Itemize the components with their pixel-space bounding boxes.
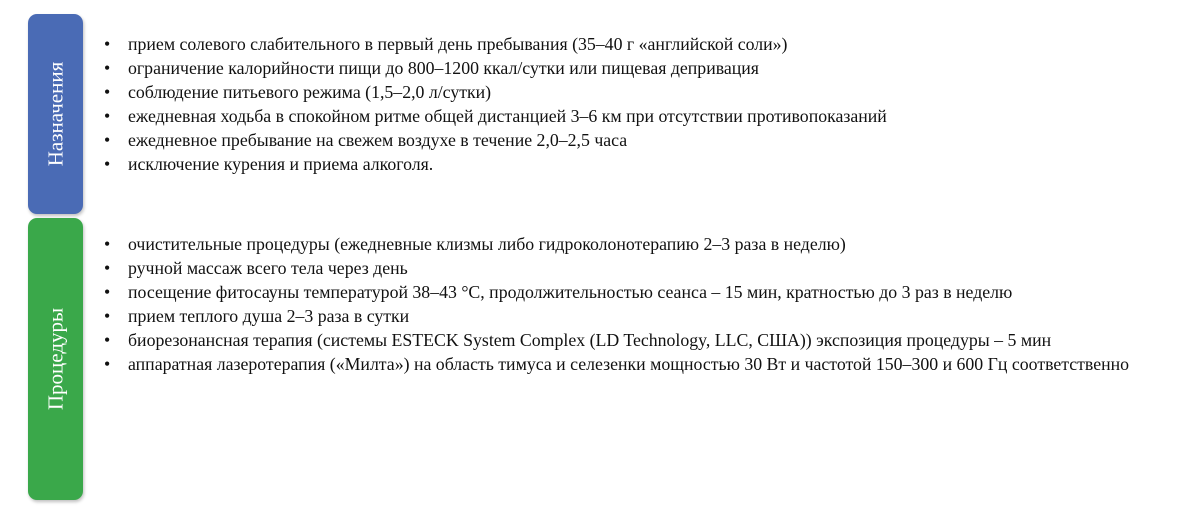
section-tab-procedures xyxy=(28,218,83,500)
prescriptions-list xyxy=(102,32,1180,176)
list-item: • соблюдение питьевого режима (1,5–2,0 л/сутки) xyxy=(102,80,1180,104)
list-item: • прием солевого слабительного в первый день пребывания (35–40 г «английской соли») xyxy=(102,32,1180,56)
list-item: • ручной массаж всего тела через день xyxy=(102,256,1180,280)
list-item: • ежедневная ходьба в спокойном ритме общей дистанцией 3–6 км при отсутствии противопоказаний xyxy=(102,104,1180,128)
section-tab-prescriptions xyxy=(28,14,83,214)
list-item: • аппаратная лазеротерапия («Милта») на область тимуса и селезенки мощностью 30 Вт и частотой 150–300 и 600 Гц соответственно xyxy=(102,352,1180,376)
list-item: • биорезонансная терапия (системы ESTECK System Complex (LD Technology, LLC, США)) экспозиция процедуры – 5 мин xyxy=(102,328,1180,352)
list-item: • прием теплого душа 2–3 раза в сутки xyxy=(102,304,1180,328)
list-item: • исключение курения и приема алкоголя. xyxy=(102,152,1180,176)
procedures-list xyxy=(102,232,1180,376)
section-title: Процедуры xyxy=(43,307,67,411)
section-title: Назначения xyxy=(43,61,67,167)
list-item: • ограничение калорийности пищи до 800–1200 ккал/сутки или пищевая депривация xyxy=(102,56,1180,80)
list-item: • очистительные процедуры (ежедневные клизмы либо гидроколонотерапию 2–3 раза в неделю) xyxy=(102,232,1180,256)
list-item: • посещение фитосауны температурой 38–43 °C, продолжительностью сеанса – 15 мин, кратностью до 3 раз в неделю xyxy=(102,280,1180,304)
list-item: • ежедневное пребывание на свежем воздухе в течение 2,0–2,5 часа xyxy=(102,128,1180,152)
